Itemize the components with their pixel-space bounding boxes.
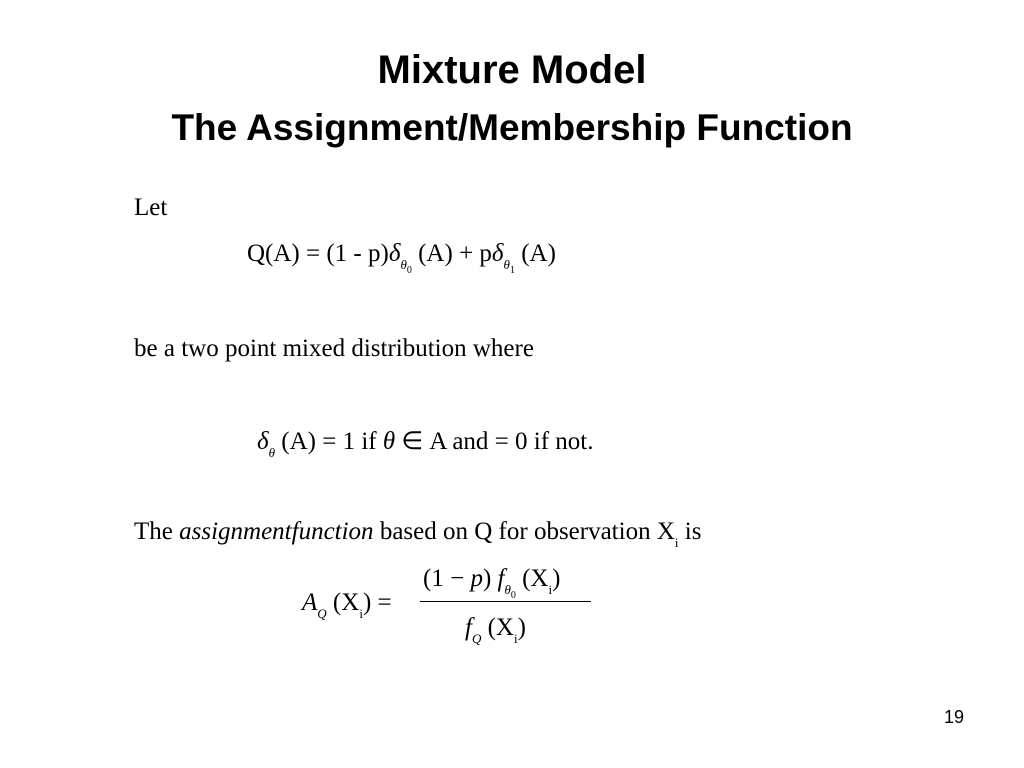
- eq2-theta: θ: [382, 428, 396, 455]
- assign-prefix: The: [134, 518, 173, 545]
- mixture-equation: [247, 239, 556, 276]
- mixed-distribution-text: be a two point mixed distribution where: [134, 335, 534, 362]
- assign-subscript: i: [674, 535, 679, 550]
- slide-subtitle: The Assignment/Membership Function: [171, 107, 853, 148]
- eq2-rest-b: ∈ A and = 0 if not.: [395, 428, 594, 455]
- eq1-delta-0: δ: [388, 240, 401, 267]
- slide-title: Mixture Model: [377, 48, 647, 92]
- delta-definition-equation: [257, 427, 594, 460]
- eq2-delta: δ: [257, 428, 269, 455]
- eq1-middle: (A) + p: [411, 240, 492, 267]
- fraction-bar: [420, 601, 591, 602]
- eq1-end: (A): [514, 240, 556, 267]
- let-text: Let: [134, 194, 168, 221]
- assignment-function-lhs: $A_Q$ $(X_i)$ =: [302, 589, 392, 621]
- eq1-delta-1-subscript: θ1: [503, 257, 515, 276]
- page-number: 19: [943, 707, 964, 727]
- assignment-sentence: [134, 517, 702, 550]
- eq1-lhs: Q(A) = (1 - p): [247, 240, 389, 267]
- eq2-delta-subscript: θ: [268, 445, 276, 460]
- assignment-function-denominator: $f_Q$ $(X_i)$: [465, 614, 526, 646]
- eq2-rest-a: (A) = 1 if: [275, 428, 383, 455]
- assign-italic-term: assignmentfunction: [179, 518, 374, 545]
- assignment-function-numerator: (1 − p) $f_{\theta_0}$ $(X_i)$: [423, 565, 561, 601]
- eq1-delta-0-subscript: θ0: [400, 257, 412, 276]
- assign-suffix: is: [678, 518, 702, 545]
- eq1-delta-1: δ: [491, 240, 504, 267]
- assign-middle: based on Q for observation X: [379, 518, 675, 545]
